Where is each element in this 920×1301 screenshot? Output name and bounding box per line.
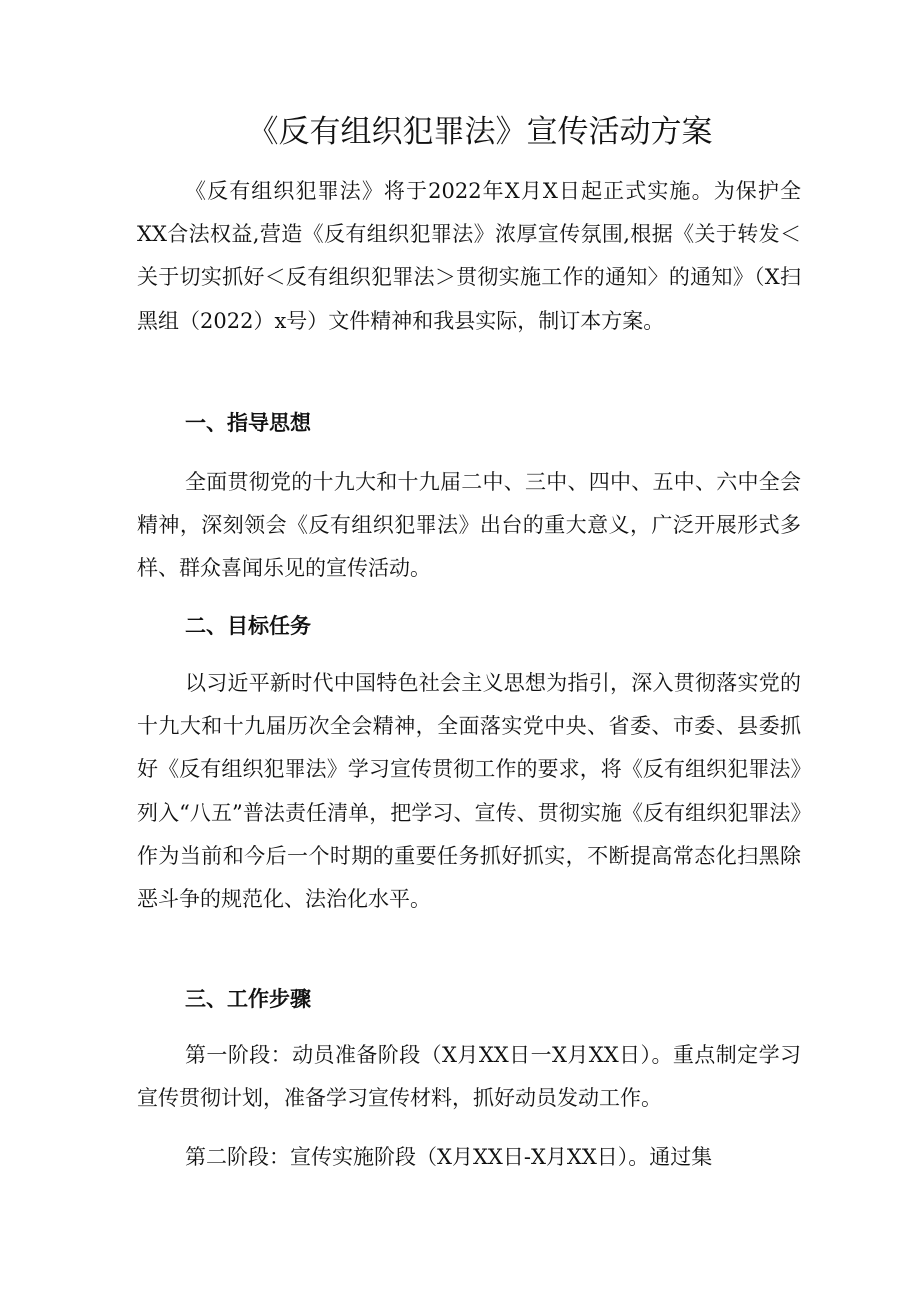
section-heading-work-steps: 三、工作步骤	[185, 987, 311, 1011]
section-paragraph: 第一阶段：动员准备阶段（X月XX日一X月XX日）。重点制定学习宣传贯彻计划，准备学习宣传材料，抓好动员发动工作。	[137, 1043, 801, 1111]
intro-paragraph: 《反有组织犯罪法》将于2022年X月X日起正式实施。为保护全XX合法权益,营造《反有组织犯罪法》浓厚宣传氛围,根据《关于转发＜关于切实抓好＜反有组织犯罪法＞贯彻实施工作的通知〉的通知》（X扫黑组（2022）x号）文件精神和我县实际，制订本方案。	[137, 179, 801, 333]
section-paragraph: 以习近平新时代中国特色社会主义思想为指引，深入贯彻落实党的十九大和十九届历次全会精神，全面落实党中央、省委、市委、县委抓好《反有组织犯罪法》学习宣传贯彻工作的要求，将《反有组织犯罪法》列入“八五”普法责任清单，把学习、宣传、贯彻实施《反有组织犯罪法》作为当前和今后一个时期的重要任务抓好抓实，不断提高常态化扫黑除恶斗争的规范化、法治化水平。	[137, 671, 801, 912]
section-heading-goals-tasks: 二、目标任务	[185, 614, 311, 638]
section-paragraph: 第二阶段：宣传实施阶段（X月XX日-X月XX日）。通过集	[185, 1145, 713, 1169]
document-title: 《反有组织犯罪法》宣传活动方案	[247, 114, 713, 150]
section-paragraph: 全面贯彻党的十九大和十九届二中、三中、四中、五中、六中全会精神，深刻领会《反有组织犯罪法》出台的重大意义，广泛开展形式多样、群众喜闻乐见的宣传活动。	[137, 470, 801, 581]
section-heading-guiding-ideology: 一、指导思想	[185, 411, 311, 435]
